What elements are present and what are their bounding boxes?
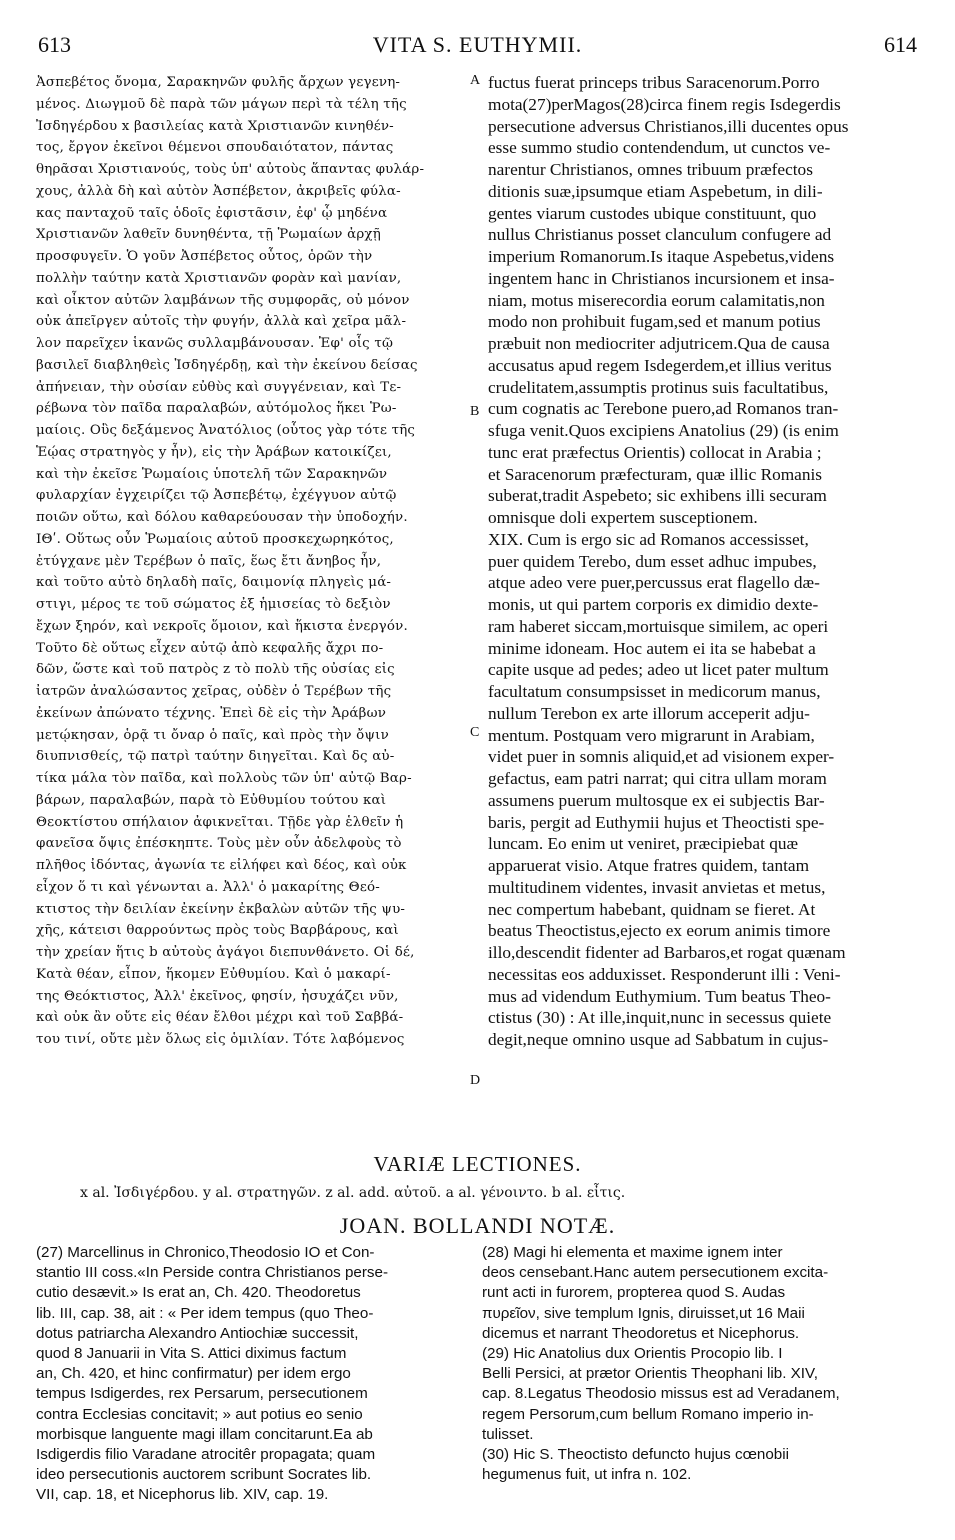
notes-right-column — [482, 1243, 922, 1485]
bollandi-notae-title: JOAN. BOLLANDI NOTÆ. — [339, 1213, 616, 1238]
greek-text-line: κας πανταχοῦ ταῖς ὁδοῖς ἐφιστᾶσιν, ἐφ' ᾧ μηδένα — [36, 205, 388, 221]
margin-letter-a: A — [470, 73, 481, 88]
page-number-left: 613 — [38, 32, 71, 57]
latin-text-line: ingentem hanc in Christianos incursionem et insa- — [488, 268, 835, 288]
note-line: (27) Marcellinus in Chronico,Theodosio IO et Con- — [36, 1244, 375, 1261]
variae-lectiones-text: x al. Ἰσδιγέρδου. y al. στρατηγῶν. z al. add. αὐτοῦ. a al. γένοιντο. b al. εἶτις. — [80, 1185, 626, 1201]
latin-text-line: præbuit non mediocriter adjutricem.Qua de causa — [488, 334, 830, 353]
latin-text-line: modo non prohibuit fugam,sed et manum potius — [488, 312, 821, 332]
latin-text-line: mota(27)perMagos(28)circa finem regis Isdegerdis — [488, 94, 841, 114]
greek-text-line: ἐκείνων ἀπώνατο τέχνης. Ἐπεὶ δὲ εἰς τὴν Ἀράβων — [36, 705, 387, 721]
greek-text-line: διυπνισθείς, τῷ πατρὶ ταύτην διηγεῖται. Καὶ δς αὐ- — [36, 749, 395, 765]
latin-text-line: suberat,tradit Aspebeto; sic exhibens illi securam — [488, 486, 827, 506]
variae-lectiones-title: VARIÆ LECTIONES. — [373, 1152, 582, 1176]
greek-text-line: δῶν, ὥστε καὶ τοῦ πατρὸς z τὸ πολὺ τῆς οὐσίας εἰς — [36, 662, 395, 678]
greek-text-line: του τινί, οὔτε μὲν ὅλως εἰς ὁμιλίαν. Τότε λαβόμενος — [36, 1032, 405, 1047]
latin-text-line: gefactus, eam patri narrat; qui citra ullam moram — [488, 769, 827, 788]
greek-text-line: τος, ἔργον ἐκεῖνοι θέμενοι σπουδαιότατον, πάντας — [36, 140, 394, 156]
greek-text-line: κτιστος τὴν δειλίαν ἐκείνην ἐκβαλὼν αὐτῶν τῆς ψυ- — [36, 901, 406, 917]
latin-text-line: imperium Romanorum.Is itaque Aspebetus,videns — [488, 247, 835, 266]
latin-text-line: multitudinem videntes, invasit anvietas et metus, — [488, 877, 826, 897]
notes-left-column — [36, 1243, 466, 1505]
greek-text-line: χῆς, κάτεισι θαρρούντως πρὸς τοὺς Βαρβάρους, καὶ — [36, 923, 399, 939]
latin-text-line: crudelitatem,assumptis protinus suis facultatibus, — [488, 377, 829, 397]
latin-text-line: cum cognatis ac Terebone puero,ad Romanos tran- — [488, 399, 839, 419]
latin-text-line: accusatus apud regem Isdegerdem,et illius veritus — [488, 355, 832, 375]
latin-text-line: mentum. Postquam vero migrarunt in Arabiam, — [488, 725, 815, 745]
note-line: lib. III, cap. 38, ait : « Per idem tempus (quo Theo- — [36, 1304, 374, 1322]
greek-text-line: προσφυγεῖν. Ὁ γοῦν Ἀσπέβετος οὗτος, ὁρῶν τὴν — [36, 249, 373, 264]
latin-text-line: facultatum consumpsisset in medicorum manus, — [488, 682, 821, 701]
note-line: Belli Persici, at prætor Orientis Theophani lib. XIV, — [482, 1365, 818, 1383]
note-line: morbisque languente magi illam concitarunt.Ea ab — [36, 1425, 373, 1443]
note-line: VII, cap. 18, et Nicephorus lib. XIV, cap. 19. — [36, 1486, 329, 1504]
greek-text-line: στιγι, μέρος τε τοῦ σώματος ἐξ ἡμισείας τὸ δεξιὸν — [36, 597, 391, 612]
greek-text-line: ἰατρῶν ἀναλώσαντος χεῖρας, οὐδὲν ὁ Τερέβων τῆς — [36, 684, 392, 699]
latin-text-line: omnisque doli expertem susceptionem. — [488, 508, 758, 527]
greek-text-line: ποιῶν οὕτω, καὶ δόλου καθαρεύουσαν τὴν ὑποδοχήν. — [36, 510, 408, 525]
greek-text-line: Τοῦτο δὲ οὕτως εἶχεν αὐτῷ ἀπὸ κεφαλῆς ἄχρι πο- — [36, 640, 384, 656]
latin-text-line: beatus Theoctistus,ejecto ex eorum animis timore — [488, 921, 831, 941]
greek-text-line: ἀπήνειαν, τὴν οὐσίαν εὐθὺς καὶ συγγένειαν, καὶ Τε- — [36, 379, 402, 395]
latin-text-line: narentur Christianos, omnes tribuum præfectos — [488, 160, 813, 179]
greek-text-line: χους, ἀλλὰ δὴ καὶ αὐτὸν Ἀσπέβετον, ἀκριβεῖς φύλα- — [36, 183, 401, 199]
note-line: (28) Magi hi elementa et maxime ignem inter — [482, 1244, 783, 1261]
latin-text-line: apparuerat visio. Atque fratres quidem, tantam — [488, 856, 810, 875]
running-title: VITA S. EUTHYMII. — [372, 32, 583, 57]
greek-text-line: Ἀσπεβέτος ὄνομα, Σαρακηνῶν φυλῆς ἄρχων γεγενη- — [36, 75, 401, 90]
greek-text-line: οὐκ ἀπεῖργεν αὐτοῖς τὴν φυγήν, ἀλλὰ καὶ χεῖρα μᾶλ- — [36, 314, 407, 330]
greek-text-line: φανεῖσα ὄψις ἐπέσκηπτε. Τοὺς μὲν οὖν ἀδελφοὺς τὸ — [36, 836, 402, 852]
latin-text-line: gentes viarum custodes ubique constituunt, quo — [488, 203, 817, 223]
page-number-right: 614 — [884, 32, 917, 57]
margin-letter-d: D — [470, 1073, 481, 1088]
latin-text-line: assumens puerum multosque ex ei subjectis Bar- — [488, 790, 825, 810]
note-line: ideo persecutionis auctorem scribunt Socrates lib. — [36, 1466, 372, 1484]
greek-text-line: φυλαρχίαν ἐγχειρίζει τῷ Ἀσπεβέτῳ, ἐχέγγυον αὐτῷ — [36, 488, 397, 504]
note-line: hegumenus fuit, ut infra n. 102. — [482, 1466, 692, 1484]
latin-text-line: tunc erat præfectus Orientis) collocat in Arabia ; — [488, 442, 822, 462]
note-line: stantio III coss.«In Perside contra Christianos perse- — [36, 1264, 389, 1282]
latin-text-line: et Saracenorum præfecturam, quæ illic Romanis — [488, 464, 823, 484]
greek-text-line: Ἑῴας στρατηγὸς y ἦν), εἰς τὴν Ἀράβων κατοικίζει, — [36, 444, 392, 460]
greek-text-line: βάρων, παραλαβών, παρὰ τὸ Εὐθυμίου τούτου καὶ — [36, 792, 387, 808]
latin-text-line: niam, motus miserecordia eorum calamitatis,non — [488, 290, 825, 310]
greek-text-line: θηρᾶσαι Χριστιανούς, τοὺς ὑπ' αὐτοὺς ἅπαντας φυλάρ- — [36, 162, 425, 177]
greek-text-line: Κατὰ θέαν, εἶπον, ἥκομεν Εὐθυμίου. Καὶ ὁ μακαρί- — [36, 966, 391, 982]
greek-text-line: μένος. Διωγμοῦ δὲ παρὰ τῶν μάγων περὶ τὰ τέλη τῆς — [36, 96, 407, 112]
latin-text-line: minime idoneam. Hoc autem ei ita se habebat a — [488, 638, 816, 658]
latin-text-line: ram haberet siccam,mortuisque similem, ac operi — [488, 616, 829, 636]
latin-text-line: XIX. Cum is ergo sic ad Romanos accessisset, — [488, 529, 809, 549]
greek-text-line: καὶ οὐκ ἂν οὔτε εἰς θέαν ἔλθοι μέχρι καὶ τοῦ Σαββά- — [36, 1010, 404, 1026]
greek-text-line: καὶ οἶκτον αὐτῶν λαμβάνων τῆς συμφορᾶς, οὐ μόνον — [36, 292, 410, 308]
greek-text-line: τίκα μάλα τὸν παῖδα, καὶ πολλοὺς τῶν ὑπ' αὐτῷ Βαρ- — [36, 771, 412, 786]
greek-text-line: Θεοκτίστου σπήλαιον ἀφικνεῖται. Τῇδε γὰρ ἑλθεῖν ἡ — [36, 814, 404, 830]
latin-text-line: luncam. Eo enim ut veniret, præcipiebat quæ — [488, 834, 799, 854]
greek-text-column — [36, 72, 466, 1051]
note-line: runt acti in furorem, propterea quod S. Audas — [482, 1284, 786, 1302]
note-line: tulisset. — [482, 1425, 534, 1443]
note-line: regem Persorum,cum bellum Romano imperio in- — [482, 1405, 814, 1423]
latin-text-line: videt puer in somnis aliquid,et ad visionem exper- — [488, 747, 835, 767]
note-line: cutio desævit.» Is erat an, Ch. 420. Theodoretus — [36, 1284, 361, 1302]
latin-text-line: ctistus (30) : At ille,inquit,nunc in secessus quiete — [488, 1008, 832, 1028]
greek-text-line: της Θεόκτιστος, Ἀλλ' ἐκεῖνος, φησίν, ἡσυχάζει νῦν, — [36, 988, 399, 1004]
page-header — [34, 32, 921, 62]
greek-text-line: Ἰσδηγέρδου x βασιλείας κατὰ Χριστιανῶν κινηθέν- — [36, 118, 394, 134]
latin-text-line: ditionis suæ,ipsumque etiam Aspebetum, in dili- — [488, 181, 823, 201]
greek-text-line: ρέβωνα τὸν παῖδα παραλαβών, αὐτόμολος ἥκει Ῥω- — [36, 401, 397, 417]
note-line: cap. 8.Legatus Theodosio missus est ad Veradanem, — [482, 1385, 840, 1403]
greek-text-line: Χριστιανῶν λαθεῖν δυνηθέντα, τῇ Ῥωμαίων ἀρχῇ — [36, 227, 381, 243]
greek-text-line: εἶχον ὅ τι καὶ γένωνται a. Ἀλλ' ὁ μακαρίτης Θεό- — [36, 879, 380, 895]
greek-text-line: λον παρεῖχεν ἱκανῶς συλλαμβάνουσαν. Ἐφ' οἷς τῷ — [36, 336, 394, 351]
greek-text-line: καὶ τοῦτο αὐτὸ δηλαδὴ παῖς, δαιμονίᾳ πληγεὶς μά- — [36, 575, 392, 591]
greek-text-line: πολλὴν ταύτην κατὰ Χριστιανῶν φορὰν καὶ μανίαν, — [36, 270, 402, 286]
greek-text-line: τὴν χρείαν ἥτις b αὐτοὺς ἀγάγοι διεπυνθάνετο. Οἱ δέ, — [36, 945, 415, 960]
note-line: (29) Hic Anatolius dux Orientis Procopio lib. I — [482, 1344, 783, 1362]
latin-text-line: nullum Terebon ex arte illorum acceperit adju- — [488, 703, 810, 723]
note-line: quod 8 Januarii in Vita S. Attici diximus factum — [36, 1344, 347, 1362]
latin-text-line: illo,descendit fidenter ad Barbaros,et rogat quænam — [488, 943, 846, 962]
latin-text-line: necessitas eos adduxisset. Responderunt illi : Veni- — [488, 964, 841, 984]
latin-text-column — [488, 72, 920, 1051]
note-line: dotus patriarcha Alexandro Antiochiæ successit, — [36, 1324, 359, 1342]
margin-letter-c: C — [470, 725, 480, 740]
latin-text-line: esse summo studio contendendum, ut cunctos ve- — [488, 138, 831, 158]
note-line: Isdigerdis filio Varadane atrocitêr propagata; quam — [36, 1445, 376, 1463]
margin-letter-b: B — [470, 404, 480, 419]
latin-text-line: puer quidem Terebo, dum esset adhuc impubes, — [488, 551, 817, 571]
latin-text-line: atque adeo vere puer,percussus erat flagello dæ- — [488, 573, 820, 593]
latin-text-line: mus ad videndum Euthymium. Tum beatus Theo- — [488, 986, 831, 1006]
greek-text-line: μαίοις. Οὓς δεξάμενος Ἀνατόλιος (οὗτος γὰρ τότε τῆς — [36, 423, 416, 438]
greek-text-line: βασιλεῖ διαβληθεὶς Ἰσδηγέρδῃ, καὶ τὴν ἐκείνου δείσας — [36, 357, 418, 373]
note-line: tempus Isdigerdes, rex Persarum, persecutionem — [36, 1385, 368, 1403]
note-line: dicemus et narrant Theodoretus et Nicephorus. — [482, 1324, 800, 1342]
latin-text-line: capite usque ad pedes; adeo ut licet pater multum — [488, 660, 829, 680]
greek-text-line: ἔχων ξηρόν, καὶ νεκροῖς ὅμοιον, καὶ ἥκιστα ἐνεργόν. — [36, 618, 408, 634]
note-line: deos censebant.Hanc autem persecutionem excita- — [482, 1264, 829, 1282]
greek-text-line: ἐτύγχανε μὲν Τερέβων ὁ παῖς, ἕως ἔτι ἄνηβος ἦν, — [36, 553, 382, 569]
latin-text-line: baris, pergit ad Euthymii hujus et Theoctisti spe- — [488, 812, 825, 832]
latin-text-line: persecutione adversus Christianos,illi ducentes opus — [488, 116, 849, 136]
note-line: πυρεῖον, sive templum Ignis, diruisset,ut 16 Maii — [482, 1304, 805, 1322]
greek-text-line: καὶ τὴν ἐκεῖσε Ῥωμαίοις ὑποτελῆ τῶν Σαρακηνῶν — [36, 466, 388, 482]
note-line: an, Ch. 420, et hinc confirmatur) per idem ergo — [36, 1365, 351, 1383]
latin-text-line: sfuga venit.Quos excipiens Anatolius (29) (is enim — [488, 421, 839, 440]
latin-text-line: nullus Christianus posset clanculum confugere ad — [488, 225, 832, 245]
latin-text-line: monis, ut qui partem corporis ex dimidio dexte- — [488, 595, 819, 614]
note-line: (30) Hic S. Theoctisto defuncto hujus cœnobii — [482, 1445, 789, 1463]
latin-text-line: fuctus fuerat princeps tribus Saracenorum.Porro — [488, 73, 820, 92]
note-line: contra Ecclesias concitavit; » aut potius eo senio — [36, 1405, 363, 1423]
greek-text-line: ΙΘʹ. Οὕτως οὖν Ῥωμαίοις αὐτοῦ προσκεχωρηκότος, — [36, 531, 394, 547]
latin-text-line: degit,neque omnino usque ad Sabbatum in cujus- — [488, 1030, 829, 1049]
greek-text-line: πλῆθος ἰδόντας, ἀγωνία τε εἰλήφει καὶ δέος, καὶ οὐκ — [36, 858, 407, 873]
greek-text-line: μετῴκησαν, ὁρᾷ τι ὄναρ ὁ παῖς, καὶ πρὸς τὴν ὄψιν — [36, 727, 389, 743]
latin-text-line: nec compertum habebant, quidnam se fieret. At — [488, 899, 816, 919]
